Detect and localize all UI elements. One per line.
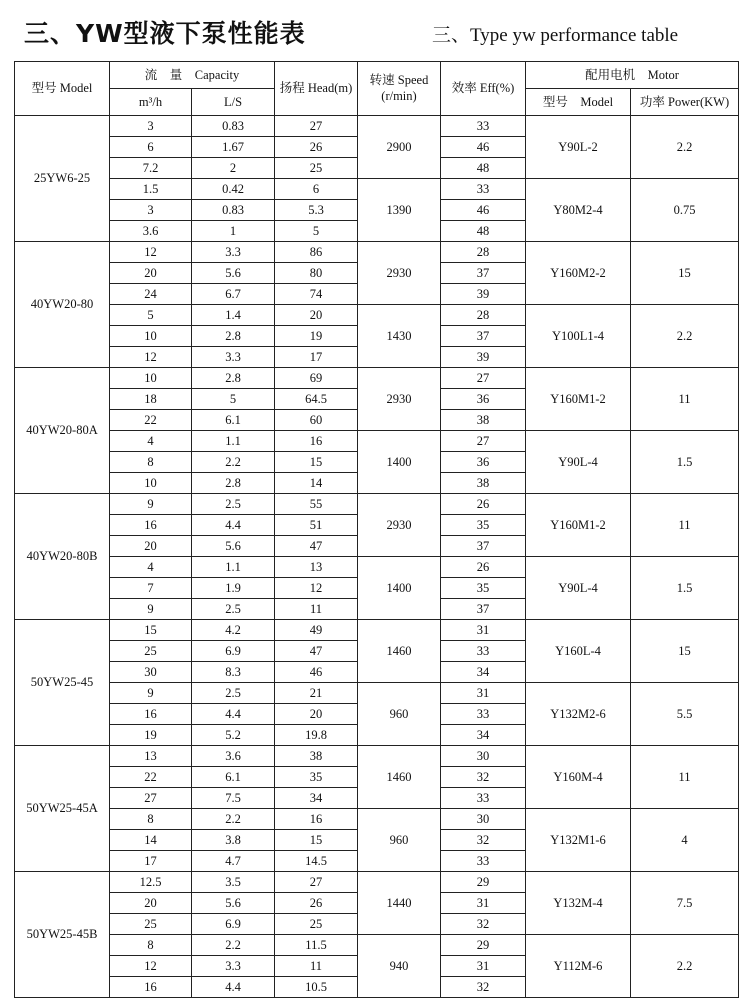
cell-eff: 26 xyxy=(441,494,526,515)
cell-m3h: 16 xyxy=(110,515,192,536)
cell-m3h: 12 xyxy=(110,242,192,263)
cell-ls: 2.2 xyxy=(192,935,275,956)
cell-ls: 2.2 xyxy=(192,452,275,473)
cell-m3h: 6 xyxy=(110,137,192,158)
cell-head: 38 xyxy=(275,746,358,767)
cell-m3h: 10 xyxy=(110,326,192,347)
cell-head: 15 xyxy=(275,830,358,851)
cell-model: 25YW6-25 xyxy=(15,116,110,242)
cell-head: 46 xyxy=(275,662,358,683)
cell-m3h: 3 xyxy=(110,116,192,137)
cell-eff: 28 xyxy=(441,305,526,326)
cell-motor-model: Y160M1-2 xyxy=(526,368,631,431)
cell-eff: 32 xyxy=(441,914,526,935)
table-body xyxy=(15,116,739,998)
cell-m3h: 7 xyxy=(110,578,192,599)
cell-ls: 2.8 xyxy=(192,368,275,389)
cell-ls: 2.5 xyxy=(192,683,275,704)
cell-m3h: 8 xyxy=(110,809,192,830)
cell-speed: 1460 xyxy=(358,620,441,683)
cell-ls: 2.2 xyxy=(192,809,275,830)
cell-eff: 26 xyxy=(441,557,526,578)
cell-head: 21 xyxy=(275,683,358,704)
cell-power: 4 xyxy=(631,809,739,872)
cell-speed: 1400 xyxy=(358,431,441,494)
cell-speed: 1430 xyxy=(358,305,441,368)
cell-head: 16 xyxy=(275,809,358,830)
cell-motor-model: Y90L-2 xyxy=(526,116,631,179)
cell-speed: 2930 xyxy=(358,368,441,431)
cell-eff: 35 xyxy=(441,515,526,536)
cell-m3h: 3 xyxy=(110,200,192,221)
cell-ls: 1.1 xyxy=(192,557,275,578)
cell-ls: 5.6 xyxy=(192,263,275,284)
cell-power: 0.75 xyxy=(631,179,739,242)
cell-power: 5.5 xyxy=(631,683,739,746)
cell-eff: 33 xyxy=(441,179,526,200)
table-row xyxy=(15,116,739,137)
cell-power: 7.5 xyxy=(631,872,739,935)
header-ls: L/S xyxy=(192,89,275,116)
cell-head: 60 xyxy=(275,410,358,431)
cell-head: 25 xyxy=(275,914,358,935)
cell-ls: 0.42 xyxy=(192,179,275,200)
cell-ls: 1 xyxy=(192,221,275,242)
cell-ls: 0.83 xyxy=(192,200,275,221)
cell-ls: 3.8 xyxy=(192,830,275,851)
cell-speed: 960 xyxy=(358,809,441,872)
cell-eff: 37 xyxy=(441,536,526,557)
cell-head: 55 xyxy=(275,494,358,515)
cell-model: 50YW25-45 xyxy=(15,620,110,746)
cell-head: 14 xyxy=(275,473,358,494)
cell-ls: 6.1 xyxy=(192,410,275,431)
cell-ls: 0.83 xyxy=(192,116,275,137)
cell-ls: 6.9 xyxy=(192,914,275,935)
cell-eff: 34 xyxy=(441,725,526,746)
cell-m3h: 19 xyxy=(110,725,192,746)
cell-ls: 6.9 xyxy=(192,641,275,662)
cell-m3h: 27 xyxy=(110,788,192,809)
cell-eff: 35 xyxy=(441,578,526,599)
cell-eff: 31 xyxy=(441,620,526,641)
cell-ls: 8.3 xyxy=(192,662,275,683)
cell-eff: 32 xyxy=(441,767,526,788)
cell-motor-model: Y90L-4 xyxy=(526,431,631,494)
cell-m3h: 12 xyxy=(110,347,192,368)
table-row xyxy=(15,179,739,200)
cell-eff: 46 xyxy=(441,200,526,221)
cell-speed: 1460 xyxy=(358,746,441,809)
cell-model: 40YW20-80A xyxy=(15,368,110,494)
cell-speed: 2900 xyxy=(358,116,441,179)
cell-head: 20 xyxy=(275,704,358,725)
table-row xyxy=(15,557,739,578)
cell-head: 26 xyxy=(275,137,358,158)
table-row xyxy=(15,620,739,641)
cell-head: 49 xyxy=(275,620,358,641)
cell-eff: 33 xyxy=(441,851,526,872)
cell-eff: 37 xyxy=(441,326,526,347)
cell-head: 13 xyxy=(275,557,358,578)
cell-m3h: 25 xyxy=(110,641,192,662)
cell-ls: 1.9 xyxy=(192,578,275,599)
cell-ls: 2 xyxy=(192,158,275,179)
cell-eff: 39 xyxy=(441,284,526,305)
cell-head: 20 xyxy=(275,305,358,326)
cell-m3h: 7.2 xyxy=(110,158,192,179)
cell-ls: 1.4 xyxy=(192,305,275,326)
cell-power: 2.2 xyxy=(631,116,739,179)
cell-ls: 5.6 xyxy=(192,893,275,914)
cell-m3h: 8 xyxy=(110,935,192,956)
cell-eff: 29 xyxy=(441,872,526,893)
cell-head: 12 xyxy=(275,578,358,599)
cell-eff: 30 xyxy=(441,809,526,830)
cell-eff: 31 xyxy=(441,956,526,977)
cell-power: 1.5 xyxy=(631,431,739,494)
cell-motor-model: Y132M-4 xyxy=(526,872,631,935)
performance-table xyxy=(14,61,739,998)
cell-m3h: 3.6 xyxy=(110,221,192,242)
cell-ls: 5.6 xyxy=(192,536,275,557)
cell-eff: 27 xyxy=(441,368,526,389)
cell-m3h: 22 xyxy=(110,767,192,788)
cell-m3h: 22 xyxy=(110,410,192,431)
cell-eff: 38 xyxy=(441,473,526,494)
cell-power: 11 xyxy=(631,494,739,557)
header-power: 功率 Power(KW) xyxy=(631,89,739,116)
cell-power: 15 xyxy=(631,620,739,683)
cell-motor-model: Y90L-4 xyxy=(526,557,631,620)
cell-motor-model: Y160M2-2 xyxy=(526,242,631,305)
cell-head: 64.5 xyxy=(275,389,358,410)
cell-head: 17 xyxy=(275,347,358,368)
cell-motor-model: Y132M1-6 xyxy=(526,809,631,872)
cell-m3h: 16 xyxy=(110,977,192,998)
cell-eff: 36 xyxy=(441,452,526,473)
cell-eff: 46 xyxy=(441,137,526,158)
cell-eff: 33 xyxy=(441,116,526,137)
cell-m3h: 14 xyxy=(110,830,192,851)
cell-ls: 1.67 xyxy=(192,137,275,158)
cell-ls: 3.3 xyxy=(192,347,275,368)
cell-power: 2.2 xyxy=(631,305,739,368)
cell-ls: 2.8 xyxy=(192,326,275,347)
cell-head: 14.5 xyxy=(275,851,358,872)
cell-eff: 32 xyxy=(441,977,526,998)
cell-m3h: 20 xyxy=(110,263,192,284)
cell-ls: 6.7 xyxy=(192,284,275,305)
cell-ls: 2.8 xyxy=(192,473,275,494)
header-m3h: m³/h xyxy=(110,89,192,116)
cell-eff: 37 xyxy=(441,263,526,284)
cell-eff: 34 xyxy=(441,662,526,683)
header-motor: 配用电机 Motor xyxy=(526,62,739,89)
cell-head: 51 xyxy=(275,515,358,536)
cell-model: 50YW25-45A xyxy=(15,746,110,872)
cell-eff: 38 xyxy=(441,410,526,431)
table-row xyxy=(15,746,739,767)
cell-ls: 3.3 xyxy=(192,956,275,977)
cell-eff: 28 xyxy=(441,242,526,263)
cell-head: 11 xyxy=(275,956,358,977)
cell-head: 27 xyxy=(275,872,358,893)
cell-ls: 4.4 xyxy=(192,704,275,725)
cell-motor-model: Y160M1-2 xyxy=(526,494,631,557)
cell-eff: 29 xyxy=(441,935,526,956)
cell-m3h: 17 xyxy=(110,851,192,872)
cell-ls: 1.1 xyxy=(192,431,275,452)
cell-eff: 37 xyxy=(441,599,526,620)
cell-ls: 3.5 xyxy=(192,872,275,893)
cell-head: 35 xyxy=(275,767,358,788)
cell-power: 1.5 xyxy=(631,557,739,620)
cell-m3h: 1.5 xyxy=(110,179,192,200)
cell-eff: 33 xyxy=(441,788,526,809)
cell-head: 26 xyxy=(275,893,358,914)
table-row xyxy=(15,683,739,704)
cell-speed: 1440 xyxy=(358,872,441,935)
cell-m3h: 16 xyxy=(110,704,192,725)
cell-head: 15 xyxy=(275,452,358,473)
cell-power: 11 xyxy=(631,746,739,809)
cell-m3h: 5 xyxy=(110,305,192,326)
cell-m3h: 10 xyxy=(110,473,192,494)
cell-m3h: 9 xyxy=(110,494,192,515)
cell-power: 2.2 xyxy=(631,935,739,998)
cell-motor-model: Y160L-4 xyxy=(526,620,631,683)
cell-eff: 31 xyxy=(441,683,526,704)
cell-speed: 2930 xyxy=(358,494,441,557)
table-row xyxy=(15,368,739,389)
cell-m3h: 4 xyxy=(110,557,192,578)
cell-motor-model: Y132M2-6 xyxy=(526,683,631,746)
table-row xyxy=(15,809,739,830)
cell-eff: 36 xyxy=(441,389,526,410)
cell-eff: 30 xyxy=(441,746,526,767)
cell-m3h: 12.5 xyxy=(110,872,192,893)
cell-eff: 48 xyxy=(441,221,526,242)
cell-head: 6 xyxy=(275,179,358,200)
cell-m3h: 18 xyxy=(110,389,192,410)
cell-m3h: 13 xyxy=(110,746,192,767)
cell-m3h: 20 xyxy=(110,536,192,557)
cell-ls: 7.5 xyxy=(192,788,275,809)
cell-model: 40YW20-80 xyxy=(15,242,110,368)
header-capacity: 流 量 Capacity xyxy=(110,62,275,89)
cell-speed: 1390 xyxy=(358,179,441,242)
cell-speed: 2930 xyxy=(358,242,441,305)
cell-ls: 2.5 xyxy=(192,494,275,515)
cell-m3h: 15 xyxy=(110,620,192,641)
cell-ls: 3.3 xyxy=(192,242,275,263)
cell-motor-model: Y112M-6 xyxy=(526,935,631,998)
cell-head: 16 xyxy=(275,431,358,452)
cell-ls: 2.5 xyxy=(192,599,275,620)
page-title-chinese: 三、YW型液下泵性能表 xyxy=(24,19,306,48)
cell-ls: 6.1 xyxy=(192,767,275,788)
cell-head: 5.3 xyxy=(275,200,358,221)
page-title-english: 三、Type yw performance table xyxy=(432,25,679,46)
cell-head: 10.5 xyxy=(275,977,358,998)
cell-eff: 32 xyxy=(441,830,526,851)
cell-head: 19.8 xyxy=(275,725,358,746)
cell-head: 11 xyxy=(275,599,358,620)
cell-m3h: 9 xyxy=(110,599,192,620)
cell-model: 50YW25-45B xyxy=(15,872,110,998)
cell-eff: 27 xyxy=(441,431,526,452)
cell-ls: 4.4 xyxy=(192,515,275,536)
table-row xyxy=(15,242,739,263)
cell-ls: 3.6 xyxy=(192,746,275,767)
cell-head: 47 xyxy=(275,536,358,557)
cell-eff: 33 xyxy=(441,641,526,662)
table-row xyxy=(15,494,739,515)
cell-m3h: 12 xyxy=(110,956,192,977)
cell-eff: 48 xyxy=(441,158,526,179)
cell-speed: 1400 xyxy=(358,557,441,620)
cell-head: 47 xyxy=(275,641,358,662)
table-row xyxy=(15,431,739,452)
cell-head: 5 xyxy=(275,221,358,242)
header-speed: 转速 Speed (r/min) xyxy=(358,62,441,116)
cell-head: 19 xyxy=(275,326,358,347)
cell-motor-model: Y160M-4 xyxy=(526,746,631,809)
cell-head: 69 xyxy=(275,368,358,389)
cell-head: 74 xyxy=(275,284,358,305)
cell-power: 11 xyxy=(631,368,739,431)
header-eff: 效率 Eff(%) xyxy=(441,62,526,116)
cell-head: 86 xyxy=(275,242,358,263)
cell-speed: 940 xyxy=(358,935,441,998)
cell-ls: 4.7 xyxy=(192,851,275,872)
cell-power: 15 xyxy=(631,242,739,305)
cell-head: 11.5 xyxy=(275,935,358,956)
cell-head: 25 xyxy=(275,158,358,179)
header-head: 扬程 Head(m) xyxy=(275,62,358,116)
cell-m3h: 10 xyxy=(110,368,192,389)
cell-model: 40YW20-80B xyxy=(15,494,110,620)
cell-ls: 5 xyxy=(192,389,275,410)
cell-m3h: 25 xyxy=(110,914,192,935)
cell-motor-model: Y80M2-4 xyxy=(526,179,631,242)
cell-ls: 5.2 xyxy=(192,725,275,746)
header-model: 型号 Model xyxy=(15,62,110,116)
cell-head: 27 xyxy=(275,116,358,137)
cell-m3h: 20 xyxy=(110,893,192,914)
cell-head: 80 xyxy=(275,263,358,284)
table-row xyxy=(15,935,739,956)
cell-motor-model: Y100L1-4 xyxy=(526,305,631,368)
cell-eff: 39 xyxy=(441,347,526,368)
cell-m3h: 8 xyxy=(110,452,192,473)
cell-eff: 33 xyxy=(441,704,526,725)
cell-m3h: 4 xyxy=(110,431,192,452)
cell-eff: 31 xyxy=(441,893,526,914)
table-row xyxy=(15,872,739,893)
cell-m3h: 30 xyxy=(110,662,192,683)
cell-head: 34 xyxy=(275,788,358,809)
cell-ls: 4.4 xyxy=(192,977,275,998)
header-motor-model: 型号 Model xyxy=(526,89,631,116)
cell-speed: 960 xyxy=(358,683,441,746)
cell-m3h: 24 xyxy=(110,284,192,305)
table-row xyxy=(15,305,739,326)
cell-ls: 4.2 xyxy=(192,620,275,641)
cell-m3h: 9 xyxy=(110,683,192,704)
